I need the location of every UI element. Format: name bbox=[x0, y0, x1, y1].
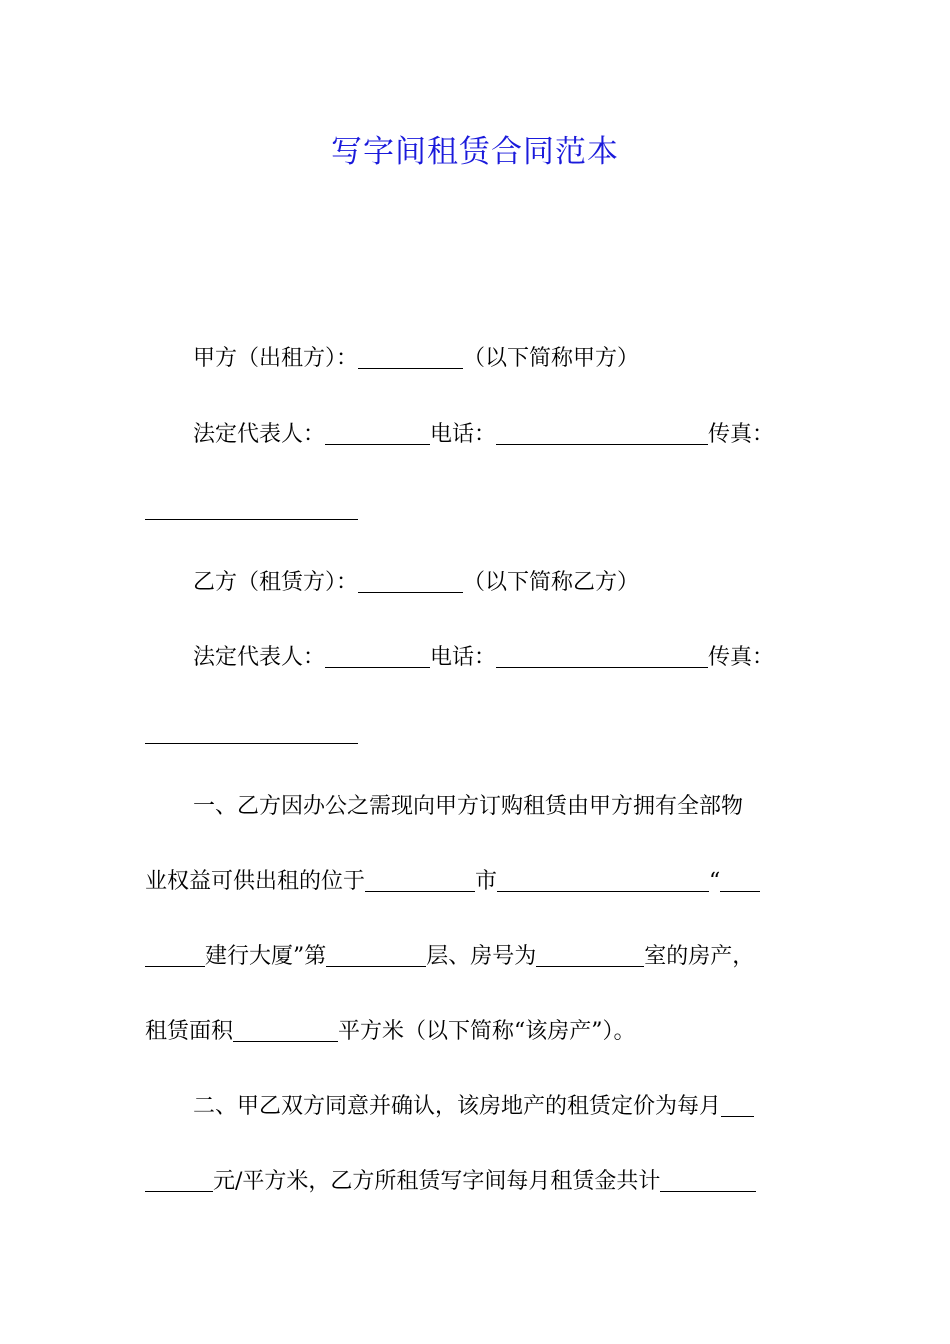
price-blank-start bbox=[721, 1092, 754, 1117]
price-blank-end bbox=[145, 1167, 213, 1192]
rep-b-label: 法定代表人： bbox=[193, 645, 326, 670]
rep-b-blank bbox=[325, 643, 430, 668]
clause-1-text: 平方米（以下简称“该房产”）。 bbox=[338, 1019, 636, 1044]
fax-b-blank bbox=[145, 719, 358, 744]
building-blank-start bbox=[720, 867, 760, 892]
clause-2-line-2 bbox=[145, 1162, 810, 1202]
fax-a-line bbox=[145, 490, 810, 530]
phone-a-label: 电话： bbox=[430, 422, 497, 447]
clause-1-text: “ bbox=[709, 869, 721, 894]
phone-a-blank bbox=[496, 420, 708, 445]
rep-a-line bbox=[145, 415, 858, 455]
clause-1-line-4 bbox=[145, 1012, 810, 1052]
clause-1-text: 租赁面积 bbox=[145, 1019, 234, 1044]
clause-1-text: 业权益可供出租的位于 bbox=[145, 869, 366, 894]
clause-2-line-1 bbox=[145, 1087, 858, 1127]
clause-1-line-3 bbox=[145, 937, 810, 977]
fax-a-label: 传真： bbox=[708, 422, 775, 447]
clause-1-line-2 bbox=[145, 862, 810, 902]
fax-b-label: 传真： bbox=[708, 645, 775, 670]
clause-1-line-1: 一、乙方因办公之需现向甲方订购租赁由甲方拥有全部物 bbox=[193, 794, 744, 819]
clause-1-text: 室的房产， bbox=[644, 944, 755, 969]
clause-2-text: 二、甲乙双方同意并确认，该房地产的租赁定价为每月 bbox=[193, 1094, 722, 1119]
phone-b-label: 电话： bbox=[430, 645, 497, 670]
party-a-suffix: （以下简称甲方） bbox=[463, 346, 640, 371]
party-a-label: 甲方（出租方）： bbox=[193, 346, 359, 371]
party-b-blank bbox=[358, 568, 463, 593]
city-blank bbox=[365, 867, 475, 892]
phone-b-blank bbox=[496, 643, 708, 668]
floor-blank bbox=[326, 942, 426, 967]
room-blank bbox=[536, 942, 644, 967]
rep-a-label: 法定代表人： bbox=[193, 422, 326, 447]
rep-b-line bbox=[145, 638, 858, 678]
clause-2-text: 元/平方米，乙方所租赁写字间每月租赁金共计 bbox=[213, 1169, 661, 1194]
clause-1-text: 市 bbox=[475, 869, 498, 894]
rep-a-blank bbox=[325, 420, 430, 445]
monthly-total-blank bbox=[660, 1167, 756, 1192]
area-blank bbox=[233, 1017, 338, 1042]
party-b-suffix: （以下简称乙方） bbox=[463, 570, 640, 595]
party-b-line bbox=[145, 563, 858, 603]
party-a-blank bbox=[358, 344, 463, 369]
fax-a-blank bbox=[145, 495, 358, 520]
document-title: 写字间租赁合同范本 bbox=[331, 134, 619, 170]
party-b-label: 乙方（租赁方）： bbox=[193, 570, 359, 595]
district-blank bbox=[497, 867, 709, 892]
building-blank-end bbox=[145, 942, 205, 967]
fax-b-line bbox=[145, 714, 810, 754]
party-a-line bbox=[145, 339, 858, 379]
clause-1-text: 层、房号为 bbox=[426, 944, 537, 969]
clause-1-text: 建行大厦”第 bbox=[205, 944, 327, 969]
